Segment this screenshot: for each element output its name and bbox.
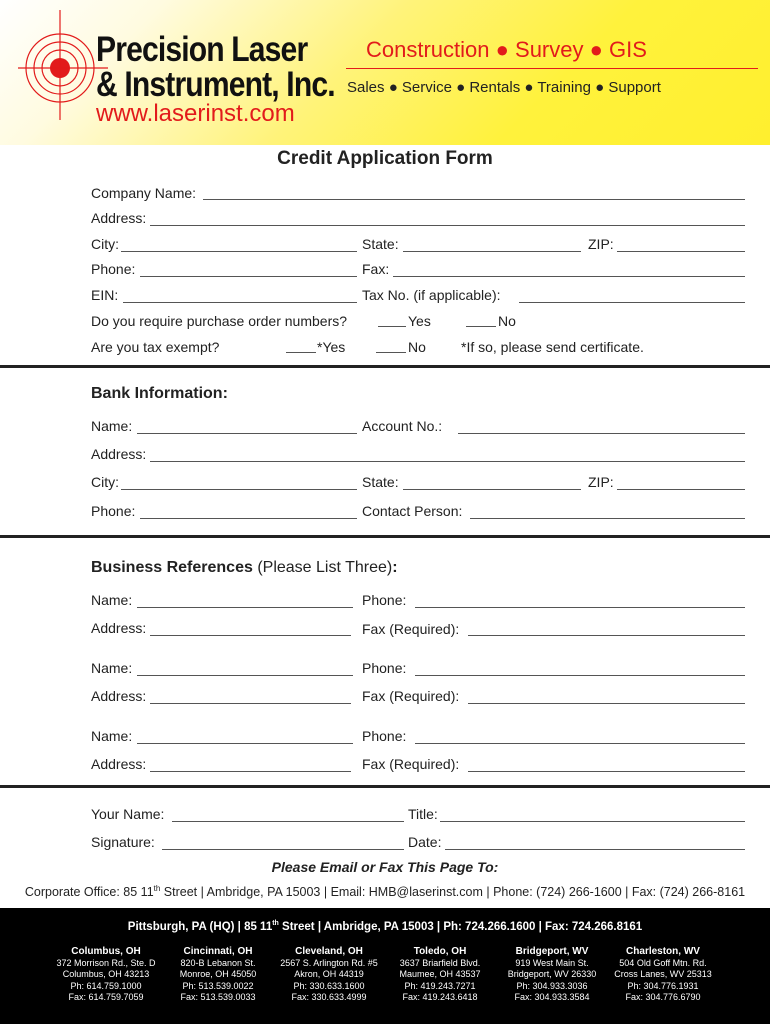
- tax-exempt-question-label: Are you tax exempt?: [91, 339, 220, 355]
- email-fax-heading: Please Email or Fax This Page To:: [271, 859, 499, 875]
- bank-city-label: City:: [91, 474, 119, 490]
- ref3-fax-field[interactable]: [468, 771, 745, 772]
- ref3-name-field[interactable]: [137, 743, 353, 744]
- ref1-address-label: Address:: [91, 620, 147, 636]
- company-logo-line1: Precision Laser: [96, 30, 308, 69]
- ref1-address-field[interactable]: [150, 635, 351, 636]
- ref3-name-label: Name:: [91, 728, 133, 744]
- ein-label: EIN:: [91, 287, 119, 303]
- corporate-office-info: Corporate Office: 85 11th Street | Ambridge, PA 15003 | Email: HMB@laserinst.com | Phone: (724) 266-1600 | Fax: (724) 266-8161: [24, 884, 746, 900]
- company-zip-label: ZIP:: [588, 236, 614, 252]
- ref2-name-field[interactable]: [137, 675, 353, 676]
- bank-name-field[interactable]: [137, 433, 357, 434]
- ref3-phone-field[interactable]: [415, 743, 745, 744]
- tax-exempt-yes-label: *Yes: [317, 339, 346, 355]
- ref2-fax-label: Fax (Required):: [362, 688, 460, 704]
- signature-label: Signature:: [91, 834, 155, 850]
- form-title: Credit Application Form: [277, 148, 493, 169]
- letterhead: [0, 0, 770, 145]
- ref1-name-field[interactable]: [137, 607, 353, 608]
- bank-address-field[interactable]: [150, 461, 745, 462]
- your-name-label: Your Name:: [91, 806, 165, 822]
- company-city-field[interactable]: [121, 251, 357, 252]
- date-label: Date:: [408, 834, 442, 850]
- bank-phone-field[interactable]: [140, 518, 357, 519]
- header-rule: [346, 68, 758, 69]
- section-divider-1: [0, 365, 770, 368]
- office-columbus: Columbus, OH 372 Morrison Rd., Ste. D Columbus, OH 43213 Ph: 614.759.1000 Fax: 614.759.7059: [56, 946, 156, 1002]
- tax-no-label: Tax No. (if applicable):: [362, 287, 501, 303]
- bank-name-label: Name:: [91, 418, 133, 434]
- ref2-address-label: Address:: [91, 688, 147, 704]
- tax-exempt-no-label: No: [408, 339, 426, 355]
- ref1-phone-field[interactable]: [415, 607, 745, 608]
- company-phone-label: Phone:: [91, 261, 136, 277]
- bank-contact-field[interactable]: [470, 518, 745, 519]
- company-address-field[interactable]: [150, 225, 745, 226]
- headquarters-info: Pittsburgh, PA (HQ) | 85 11th Street | Ambridge, PA 15003 | Ph: 724.266.1600 | Fax: 724.266.8161: [127, 920, 643, 933]
- ref1-name-label: Name:: [91, 592, 133, 608]
- tax-exempt-note: *If so, please send certificate.: [461, 339, 644, 355]
- company-city-label: City:: [91, 236, 119, 252]
- date-field[interactable]: [445, 849, 745, 850]
- company-logo-line2: & Instrument, Inc.: [96, 65, 335, 104]
- company-phone-field[interactable]: [140, 276, 357, 277]
- office-cincinnati: Cincinnati, OH 820-B Lebanon St. Monroe, OH 45050 Ph: 513.539.0022 Fax: 513.539.0033: [179, 946, 257, 1002]
- title-label: Title:: [408, 806, 438, 822]
- bank-contact-label: Contact Person:: [362, 503, 463, 519]
- company-fax-field[interactable]: [393, 276, 745, 277]
- po-no-label: No: [498, 313, 516, 329]
- ref3-phone-label: Phone:: [362, 728, 407, 744]
- po-question-label: Do you require purchase order numbers?: [91, 313, 348, 329]
- ref1-phone-label: Phone:: [362, 592, 407, 608]
- tax-exempt-yes-blank[interactable]: [286, 352, 316, 353]
- your-name-field[interactable]: [172, 821, 404, 822]
- tax-exempt-no-blank[interactable]: [376, 352, 406, 353]
- ref1-fax-label: Fax (Required):: [362, 621, 460, 637]
- bank-phone-label: Phone:: [91, 503, 136, 519]
- ref3-address-label: Address:: [91, 756, 147, 772]
- po-no-blank[interactable]: [466, 326, 496, 327]
- signature-field[interactable]: [162, 849, 404, 850]
- bank-address-label: Address:: [91, 446, 147, 462]
- bank-zip-label: ZIP:: [588, 474, 614, 490]
- company-name-field[interactable]: [203, 199, 745, 200]
- ref3-address-field[interactable]: [150, 771, 351, 772]
- office-bridgeport: Bridgeport, WV 919 West Main St. Bridgeport, WV 26330 Ph: 304.933.3036 Fax: 304.933.3584: [507, 946, 597, 1002]
- po-yes-label: Yes: [408, 313, 431, 329]
- bank-zip-field[interactable]: [617, 489, 745, 490]
- ref1-fax-field[interactable]: [468, 635, 745, 636]
- bank-account-field[interactable]: [458, 433, 745, 434]
- office-charleston: Charleston, WV 504 Old Goff Mtn. Rd. Cross Lanes, WV 25313 Ph: 304.776.1931 Fax: 304.776.6790: [614, 946, 712, 1002]
- company-state-label: State:: [362, 236, 399, 252]
- services-list: Sales ● Service ● Rentals ● Training ● Support: [347, 79, 661, 96]
- bank-city-field[interactable]: [121, 489, 357, 490]
- bank-state-field[interactable]: [403, 489, 581, 490]
- title-field[interactable]: [440, 821, 745, 822]
- company-fax-label: Fax:: [362, 261, 390, 277]
- section-divider-3: [0, 785, 770, 788]
- laser-target-icon: [18, 10, 108, 120]
- ref2-fax-field[interactable]: [468, 703, 745, 704]
- company-zip-field[interactable]: [617, 251, 745, 252]
- references-title-note: (Please List Three): [257, 559, 393, 576]
- ref3-fax-label: Fax (Required):: [362, 756, 460, 772]
- tax-no-field[interactable]: [519, 302, 745, 303]
- ref2-address-field[interactable]: [150, 703, 351, 704]
- references-section-title: Business References (Please List Three):: [91, 559, 398, 576]
- bank-state-label: State:: [362, 474, 399, 490]
- office-toledo: Toledo, OH 3637 Briarfield Blvd. Maumee, OH 43537 Ph: 419.243.7271 Fax: 419.243.6418: [399, 946, 481, 1002]
- ein-field[interactable]: [123, 302, 357, 303]
- po-yes-blank[interactable]: [378, 326, 406, 327]
- company-name-label: Company Name:: [91, 185, 197, 201]
- section-divider-2: [0, 535, 770, 538]
- ref2-phone-label: Phone:: [362, 660, 407, 676]
- company-state-field[interactable]: [403, 251, 581, 252]
- bank-account-label: Account No.:: [362, 418, 443, 434]
- office-cleveland: Cleveland, OH 2567 S. Arlington Rd. #5 Akron, OH 44319 Ph: 330.633.1600 Fax: 330.633.4999: [280, 946, 378, 1002]
- footer-locations: [0, 908, 770, 1024]
- ref2-name-label: Name:: [91, 660, 133, 676]
- website-link[interactable]: www.laserinst.com: [96, 100, 295, 127]
- bank-section-title: Bank Information:: [91, 385, 228, 402]
- ref2-phone-field[interactable]: [415, 675, 745, 676]
- tagline: Construction ● Survey ● GIS: [366, 37, 647, 62]
- company-address-label: Address:: [91, 210, 147, 226]
